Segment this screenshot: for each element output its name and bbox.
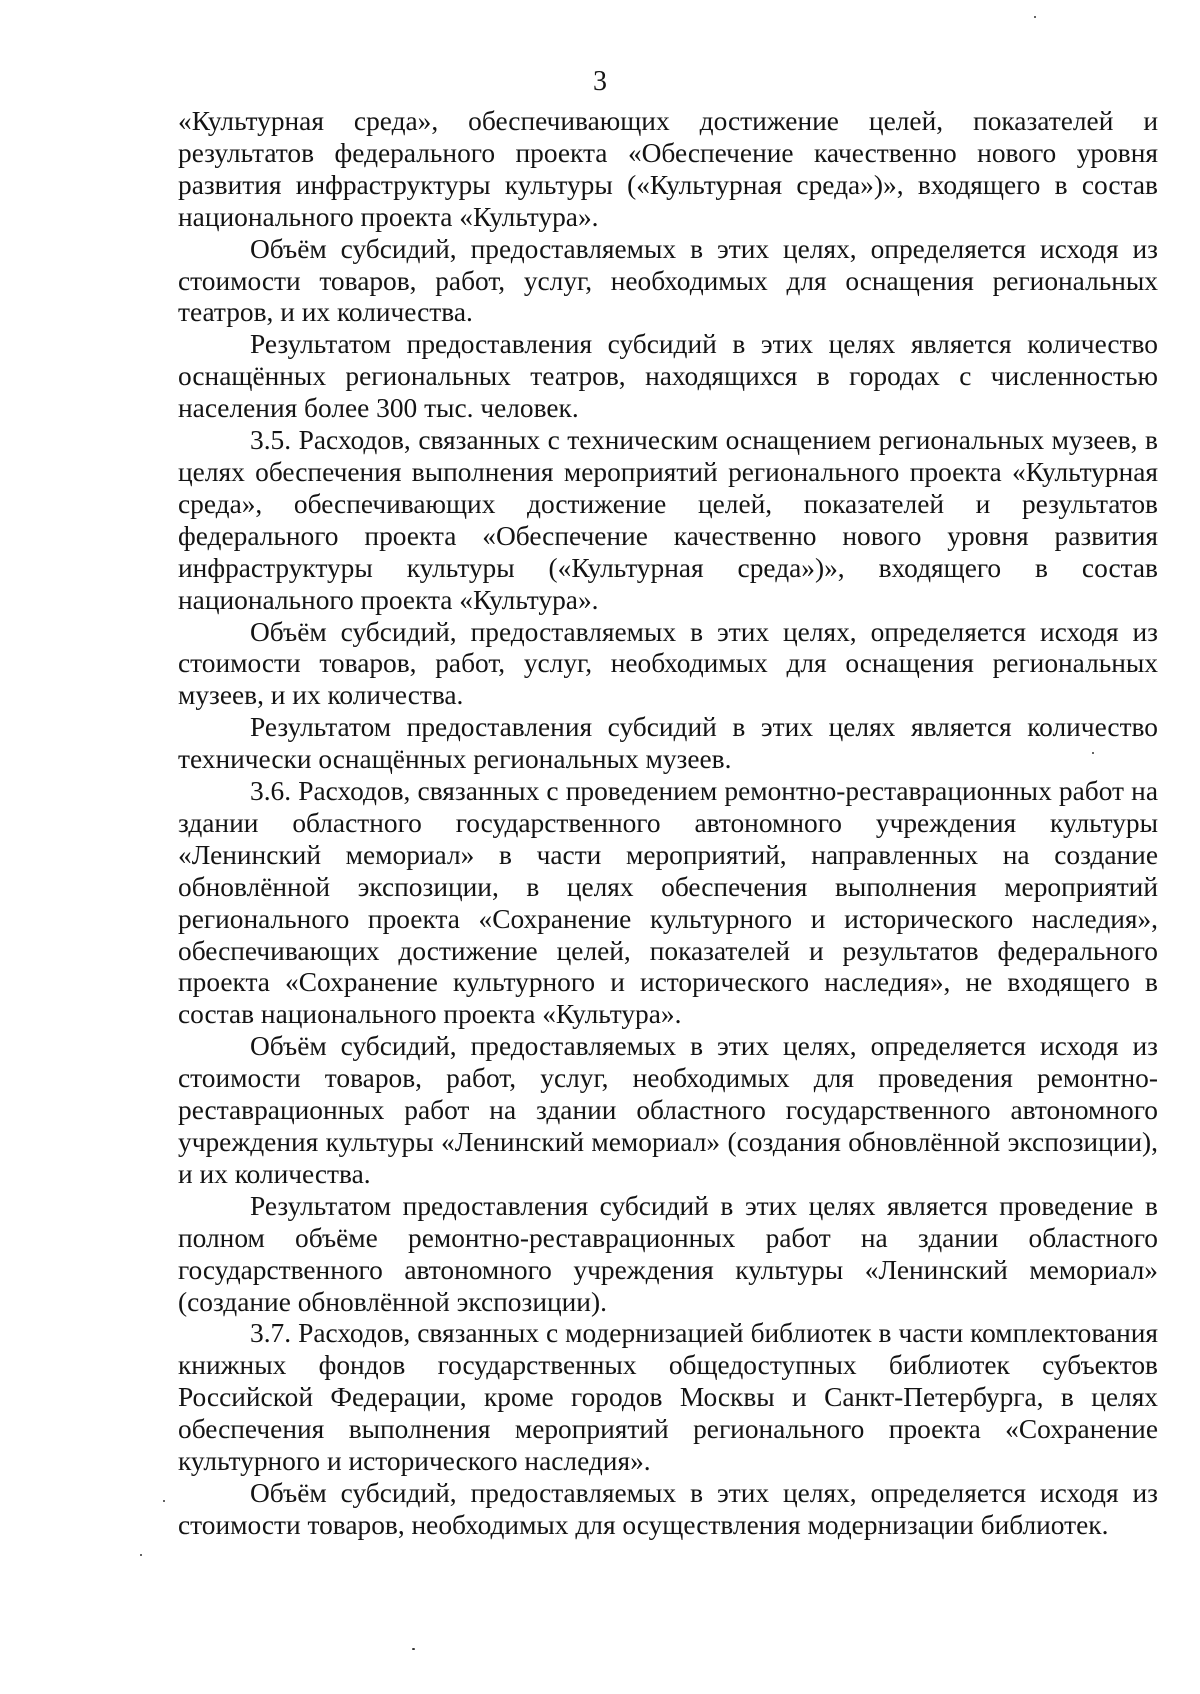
scan-speck	[140, 1554, 142, 1556]
scan-speck	[163, 1500, 165, 1502]
scan-speck	[1092, 752, 1094, 754]
paragraph-subsidy-volume-theatres: Объём субсидий, предоставляемых в этих целях, определяется исходя из стоимости товаров, работ, услуг, необходимых для оснащения региональных театров, и их количества.	[178, 233, 1158, 328]
document-body	[178, 106, 1158, 1542]
paragraph-subsidy-volume-memorial: Объём субсидий, предоставляемых в этих целях, определяется исходя из стоимости товаров, работ, услуг, необходимых для проведения ремонтно-реставрационных работ на здании областного государственного автономного учреждения культуры «Ленинский мемориал» (создания обновлённой экспозиции), и их количества.	[178, 1031, 1158, 1189]
paragraph-result-theatres: Результатом предоставления субсидий в этих целях является количество оснащённых региональных театров, находящихся в городах с численностью населения более 300 тыс. человек.	[178, 329, 1158, 424]
paragraph-section-3-5: 3.5. Расходов, связанных с техническим оснащением региональных музеев, в целях обеспечения выполнения мероприятий регионального проекта «Культурная среда», обеспечивающих достижение целей, показателей и результатов федерального проекта «Обеспечение качественно нового уровня развития инфраструктуры культуры («Культурная среда»)», входящего в состав национального проекта «Культура».	[178, 425, 1158, 615]
scan-speck	[1034, 16, 1036, 18]
page-number: 3	[593, 66, 607, 97]
paragraph-subsidy-volume-libraries: Объём субсидий, предоставляемых в этих целях, определяется исходя из стоимости товаров, необходимых для осуществления модернизации библиотек.	[178, 1477, 1158, 1540]
paragraph-section-3-6: 3.6. Расходов, связанных с проведением ремонтно-реставрационных работ на здании областного государственного автономного учреждения культуры «Ленинский мемориал» в части мероприятий, направленных на создание обновлённой экспозиции, в целях обеспечения выполнения мероприятий регионального проекта «Сохранение культурного и исторического наследия», обеспечивающих достижение целей, показателей и результатов федерального проекта «Сохранение культурного и исторического наследия», не входящего в состав национального проекта «Культура».	[178, 776, 1158, 1030]
paragraph-subsidy-volume-museums: Объём субсидий, предоставляемых в этих целях, определяется исходя из стоимости товаров, работ, услуг, необходимых для оснащения региональных музеев, и их количества.	[178, 616, 1158, 711]
paragraph-continuation: «Культурная среда», обеспечивающих достижение целей, показателей и результатов федерального проекта «Обеспечение качественно нового уровня развития инфраструктуры культуры («Культурная среда»)», входящего в состав национального проекта «Культура».	[178, 106, 1158, 232]
paragraph-section-3-7: 3.7. Расходов, связанных с модернизацией библиотек в части комплектования книжных фондов государственных общедоступных библиотек субъектов Российской Федерации, кроме городов Москвы и Санкт-Петербурга, в целях обеспечения выполнения мероприятий регионального проекта «Сохранение культурного и исторического наследия».	[178, 1318, 1158, 1477]
scan-speck	[412, 1648, 415, 1650]
paragraph-result-museums: Результатом предоставления субсидий в этих целях является количество технически оснащённых региональных музеев.	[178, 712, 1158, 775]
paragraph-result-memorial: Результатом предоставления субсидий в этих целях является проведение в полном объёме ремонтно-реставрационных работ на здании областного государственного автономного учреждения культуры «Ленинский мемориал» (создание обновлённой экспозиции).	[178, 1190, 1158, 1317]
